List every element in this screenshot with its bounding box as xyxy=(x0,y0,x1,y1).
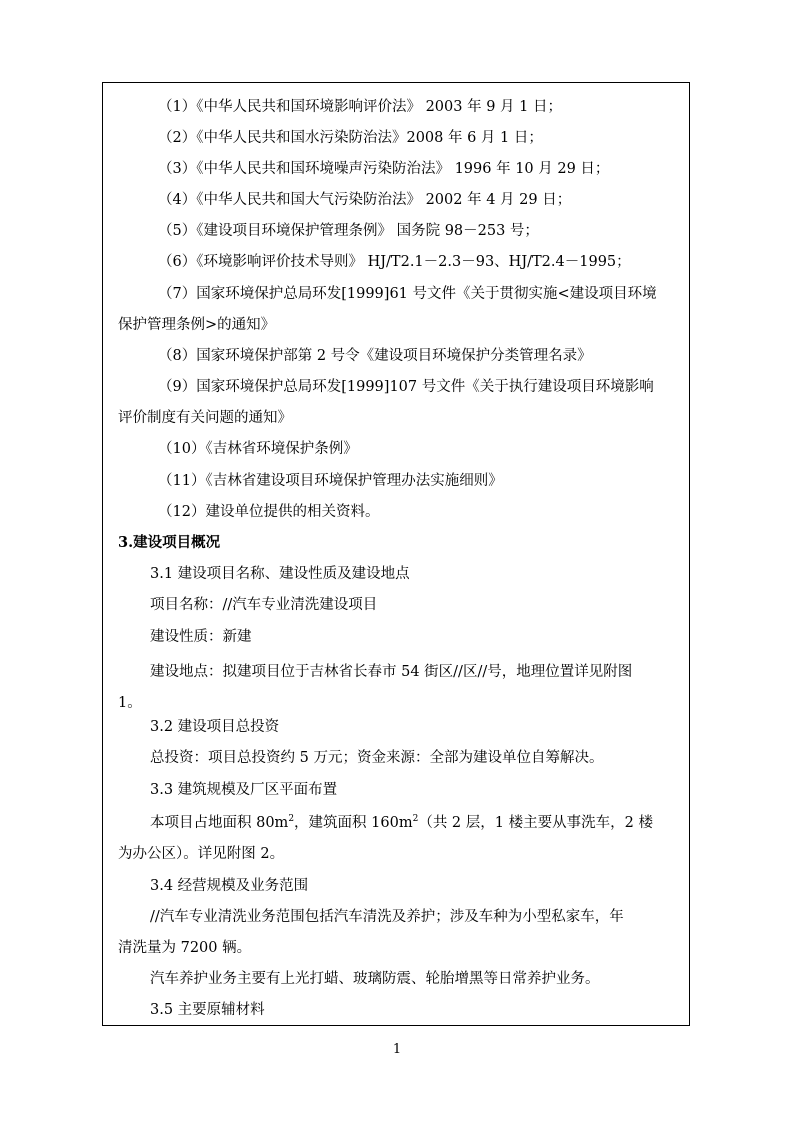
law-item-8: （8）国家环境保护部第 2 号令《建设项目环境保护分类管理名录》 xyxy=(158,348,592,364)
s31-heading: 3.1 建设项目名称、建设性质及建设地点 xyxy=(150,566,410,582)
law-item-2: （2）《中华人民共和国水污染防治法》2008 年 6 月 1 日； xyxy=(158,130,543,146)
page-number: 1 xyxy=(392,1042,402,1057)
law-item-3: （3）《中华人民共和国环境噪声污染防治法》 1996 年 10 月 29 日； xyxy=(158,161,610,177)
law-item-9: （9）国家环境保护总局环发[1999]107 号文件《关于执行建设项目环境影响 xyxy=(158,379,654,395)
business-scope-text: //汽车专业清洗业务范围包括汽车清洗及养护；涉及车种为小型私家车，年 xyxy=(150,909,624,925)
s32-heading: 3.2 建设项目总投资 xyxy=(150,719,280,735)
s33-heading: 3.3 建筑规模及厂区平面布置 xyxy=(150,782,338,798)
section-title: 3.建设项目概况 xyxy=(118,534,221,551)
business-scope-cont: 清洗量为 7200 辆。 xyxy=(118,940,252,956)
law-item-5: （5）《建设项目环境保护管理条例》 国务院 98－253 号； xyxy=(158,223,539,239)
maintenance-text: 汽车养护业务主要有上光打蜡、玻璃防震、轮胎增黑等日常养护业务。 xyxy=(150,971,600,987)
law-item-1: （1）《中华人民共和国环境影响评价法》 2003 年 9 月 1 日； xyxy=(158,99,562,115)
project-name: 项目名称：//汽车专业清洗建设项目 xyxy=(150,597,378,613)
project-location: 建设地点：拟建项目位于吉林省长春市 54 街区//区//号，地理位置详见附图 xyxy=(150,664,633,680)
scale-text-cont: 为办公区）。详见附图 2。 xyxy=(118,846,285,862)
law-item-12: （12）建设单位提供的相关资料。 xyxy=(158,504,380,520)
law-item-7-cont: 保护管理条例>的通知》 xyxy=(118,317,276,333)
law-item-11: （11）《吉林省建设项目环境保护管理办法实施细则》 xyxy=(158,473,503,489)
s35-heading: 3.5 主要原辅材料 xyxy=(150,1002,265,1018)
scale-text: 本项目占地面积 $80m^2$，建筑面积 $160m^2$（共 2 层，1 楼主要从事洗车，2 楼 xyxy=(150,814,653,831)
investment-text: 总投资：项目总投资约 5 万元；资金来源：全部为建设单位自筹解决。 xyxy=(150,750,604,766)
s34-heading: 3.4 经营规模及业务范围 xyxy=(150,878,309,894)
law-item-9-cont: 评价制度有关问题的通知》 xyxy=(118,410,292,426)
project-nature: 建设性质：新建 xyxy=(150,629,252,645)
law-item-4: （4）《中华人民共和国大气污染防治法》 2002 年 4 月 29 日； xyxy=(158,192,572,208)
law-item-6: （6）《环境影响评价技术导则》 HJ/T2.1－2.3－93、HJ/T2.4－1995； xyxy=(158,254,631,270)
law-item-10: （10）《吉林省环境保护条例》 xyxy=(158,441,358,457)
law-item-7: （7）国家环境保护总局环发[1999]61 号文件《关于贯彻实施<建设项目环境 xyxy=(158,286,657,302)
project-location-cont: 1。 xyxy=(118,695,142,711)
